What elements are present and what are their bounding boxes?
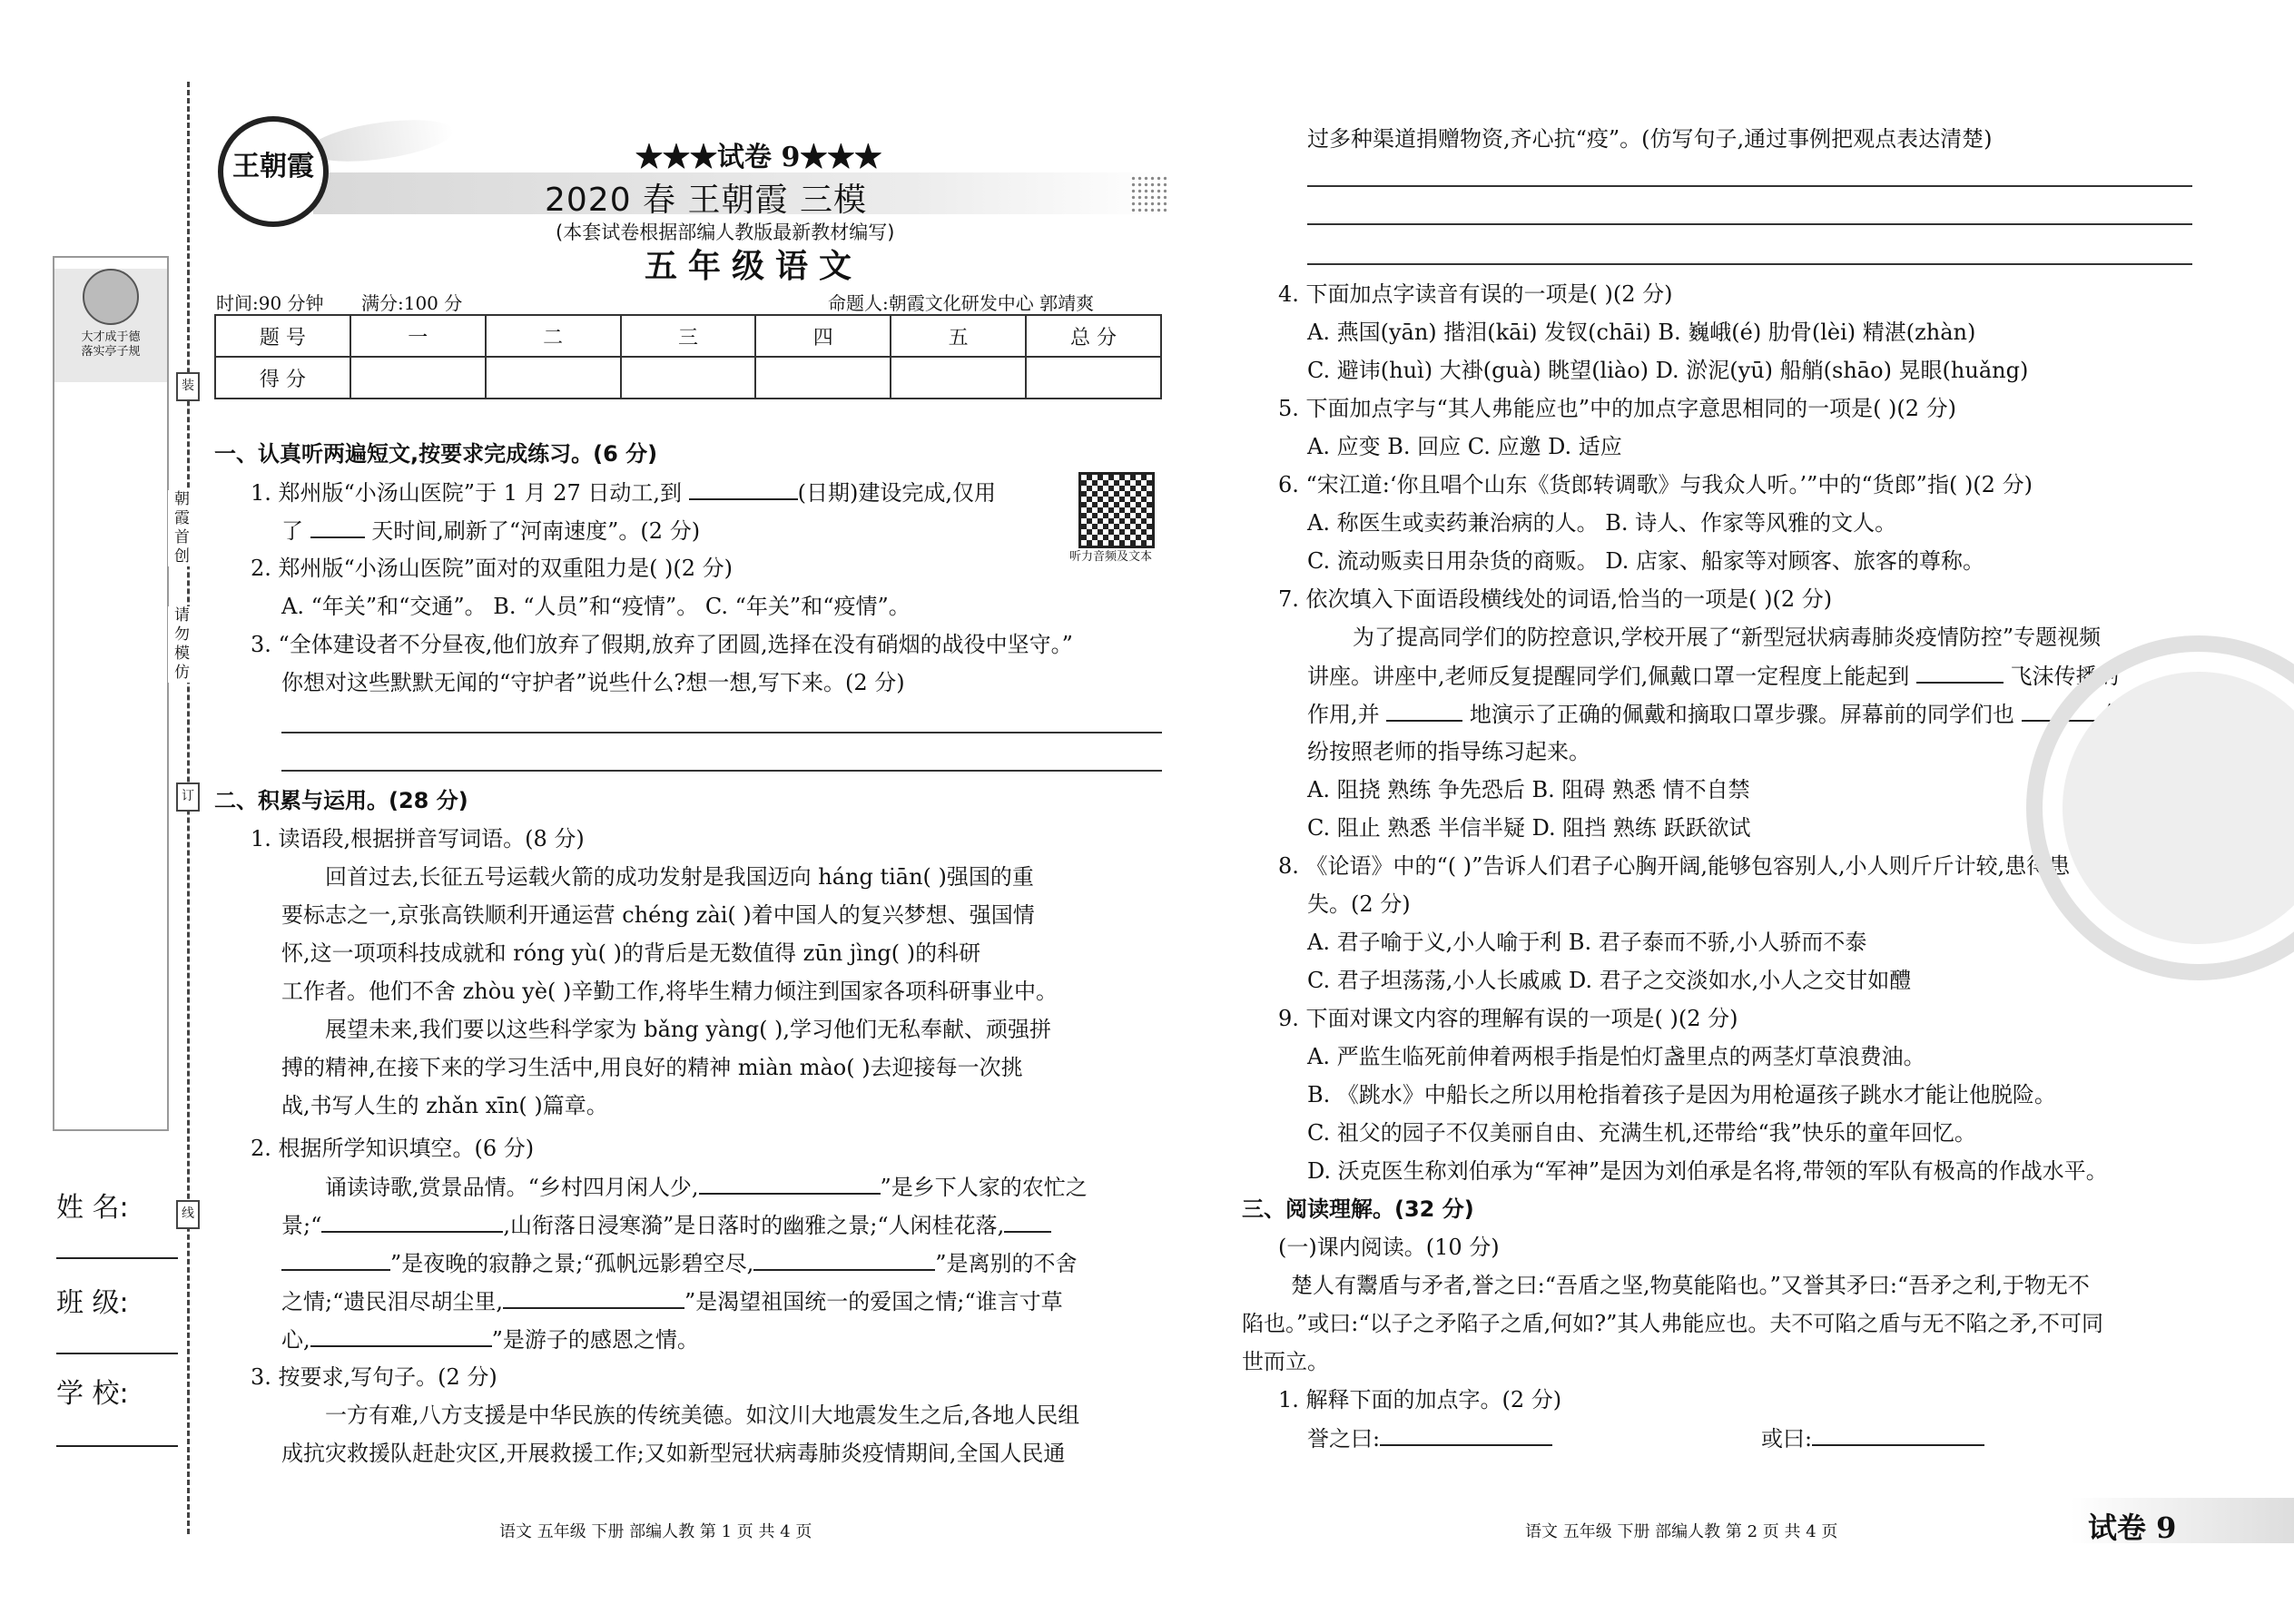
motto-strip bbox=[53, 256, 169, 1131]
exam-badge: 试卷 9 bbox=[2088, 1511, 2177, 1545]
score-cell: 一 bbox=[350, 315, 486, 357]
passage-line: 怀,这一项项科技成就和 róng yù( )的背后是无数值得 zūn jìng( )的科研 bbox=[281, 940, 981, 966]
name-label: 姓 名: bbox=[56, 1192, 129, 1224]
passage-line: 诵读诗歌,赏景品情。“乡村四月闲人少, ”是乡下人家的农忙之 bbox=[325, 1175, 1088, 1200]
exam-time: 时间:90 分钟 bbox=[216, 292, 324, 314]
answer-blank[interactable] bbox=[753, 1249, 935, 1271]
side-text-no-copy: 请勿模仿 bbox=[168, 606, 192, 683]
passage-line: 景;“ ,山衔落日浸寒漪”是日落时的幽雅之景;“人闲桂花落, bbox=[281, 1211, 1051, 1239]
passage-line: 纷按照老师的指导练习起来。 bbox=[1307, 739, 1590, 764]
binding-mark-3: 线 bbox=[176, 1200, 200, 1229]
passage-line: 战,书写人生的 zhǎn xīn( )篇章。 bbox=[281, 1093, 608, 1118]
class-line bbox=[56, 1353, 178, 1354]
classical-text-line: 陷也。”或曰:“以子之矛陷子之盾,何如?”其人弗能应也。夫不可陷之盾与无不陷之矛,不可同 bbox=[1242, 1311, 2104, 1336]
side-text-original: 朝霞首创 bbox=[168, 490, 192, 566]
passage-line: 成抗灾救援队赶赴灾区,开展救援工作;又如新型冠状病毒肺炎疫情期间,全国人民通 bbox=[281, 1441, 1066, 1466]
answer-blank[interactable] bbox=[689, 478, 798, 500]
answer-row: 或曰: bbox=[1761, 1424, 1984, 1452]
passage-line: 作用,并 地演示了正确的佩戴和摘取口罩步骤。屏幕前的同学们也 bbox=[1307, 700, 2126, 728]
subsection-heading: (一)课内阅读。(10 分) bbox=[1278, 1235, 1500, 1260]
passage-line: 过多种渠道捐赠物资,齐心抗“疫”。(仿写句子,通过事例把观点表达清楚) bbox=[1307, 126, 1993, 152]
brand-logo: 王朝霞 bbox=[218, 116, 329, 227]
answer-line[interactable] bbox=[1307, 223, 2192, 225]
school-line bbox=[56, 1445, 178, 1447]
question-line: 1. 读语段,根据拼音写词语。(8 分) bbox=[251, 826, 585, 851]
score-cell: 得 分 bbox=[215, 357, 350, 399]
question-options: C. 阻止 熟悉 半信半疑 D. 阻挡 熟练 跃跃欲试 bbox=[1307, 815, 1751, 841]
passage-line: 工作者。他们不舍 zhòu yè( )辛勤工作,将毕生精力倾注到国家各项科研事业中。 bbox=[281, 979, 1058, 1004]
question-options: C. 君子坦荡荡,小人长戚戚 D. 君子之交淡如水,小人之交甘如醴 bbox=[1307, 968, 1912, 993]
question-line: 了 天时间,刷新了“河南速度”。(2 分) bbox=[281, 518, 701, 544]
question-options: B. 《跳水》中船长之所以用枪指着孩子是因为用枪逼孩子跳水才能让他脱险。 bbox=[1307, 1082, 2056, 1107]
score-input-cell[interactable] bbox=[755, 357, 891, 399]
exam-grade: 五年级语文 bbox=[645, 248, 863, 285]
score-input-cell[interactable] bbox=[621, 357, 756, 399]
answer-blank[interactable] bbox=[310, 1325, 492, 1347]
answer-blank[interactable] bbox=[1812, 1424, 1984, 1446]
qr-caption: 听力音频及文本 bbox=[1069, 550, 1153, 564]
score-table bbox=[214, 314, 1162, 399]
question-options: A. “年关”和“交通”。 B. “人员”和“疫情”。 C. “年关”和“疫情”。 bbox=[281, 594, 911, 619]
passage-line: 为了提高同学们的防控意识,学校开展了“新型冠状病毒肺炎疫情防控”专题视频 bbox=[1353, 625, 2102, 650]
score-cell: 总 分 bbox=[1026, 315, 1161, 357]
ribbon-decoration bbox=[307, 113, 456, 169]
classical-text-line: 楚人有鬻盾与矛者,誉之曰:“吾盾之坚,物莫能陷也。”又誉其矛曰:“吾矛之利,于物无不 bbox=[1291, 1273, 2090, 1298]
answer-row: 誉之曰: bbox=[1307, 1424, 1552, 1452]
question-line: 6. “宋江道:‘你且唱个山东《货郎转调歌》与我众人听。’”中的“货郎”指( )(2 分) bbox=[1278, 472, 2033, 497]
question-line: 3. 按要求,写句子。(2 分) bbox=[251, 1364, 497, 1390]
question-options: A. 严监生临死前伸着两根手指是怕灯盏里点的两茎灯草浪费油。 bbox=[1307, 1044, 1925, 1069]
binding-mark-1: 装 bbox=[176, 372, 200, 401]
answer-blank[interactable] bbox=[281, 1249, 390, 1271]
question-options: D. 沃克医生称刘伯承为“军神”是因为刘伯承是名将,带领的军队有极高的作战水平。 bbox=[1307, 1158, 2108, 1184]
question-line: 9. 下面对课文内容的理解有误的一项是( )(2 分) bbox=[1278, 1006, 1738, 1031]
dot-pattern bbox=[1130, 175, 1167, 213]
answer-blank[interactable] bbox=[1916, 662, 2004, 684]
passage-line: 一方有难,八方支援是中华民族的传统美德。如汶川大地震发生之后,各地人民组 bbox=[325, 1403, 1080, 1428]
score-cell: 四 bbox=[755, 315, 891, 357]
answer-blank[interactable] bbox=[321, 1211, 503, 1233]
question-line: 8. 《论语》中的“( )”告诉人们君子心胸开阔,能够包容别人,小人则斤斤计较,患得患 bbox=[1278, 853, 2071, 879]
passage-line: ”是夜晚的寂静之景;“孤帆远影碧空尽, ”是离别的不舍 bbox=[281, 1249, 1078, 1277]
exam-subnote: (本套试卷根据部编人教版最新教材编写) bbox=[556, 221, 895, 243]
page-footer-left: 语文 五年级 下册 部编人教 第 1 页 共 4 页 bbox=[499, 1522, 812, 1541]
exam-full-score: 满分:100 分 bbox=[361, 292, 463, 314]
score-input-cell[interactable] bbox=[486, 357, 621, 399]
score-input-cell[interactable] bbox=[891, 357, 1026, 399]
question-line: 7. 依次填入下面语段横线处的词语,恰当的一项是( )(2 分) bbox=[1278, 586, 1833, 612]
question-line: 2. 根据所学知识填空。(6 分) bbox=[251, 1136, 535, 1161]
motto-head-line-1: 大才成于德 bbox=[81, 330, 141, 344]
passage-line: 之情;“遗民泪尽胡尘里, ”是渴望祖国统一的爱国之情;“谁言寸草 bbox=[281, 1289, 1063, 1314]
class-label: 班 级: bbox=[56, 1287, 129, 1319]
question-line: 4. 下面加点字读音有误的一项是( )(2 分) bbox=[1278, 281, 1673, 307]
page-footer-right: 语文 五年级 下册 部编人教 第 2 页 共 4 页 bbox=[1525, 1522, 1838, 1541]
question-line: 失。(2 分) bbox=[1307, 891, 1411, 917]
passage-line: 心, ”是游子的感恩之情。 bbox=[281, 1327, 699, 1353]
section-2-heading: 二、积累与运用。(28 分) bbox=[214, 788, 468, 813]
answer-blank[interactable] bbox=[699, 1173, 881, 1195]
question-line: 1. 郑州版“小汤山医院”于 1 月 27 日动工,到 (日期)建设完成,仅用 bbox=[251, 480, 997, 506]
question-line: 5. 下面加点字与“其人弗能应也”中的加点字意思相同的一项是( )(2 分) bbox=[1278, 396, 1957, 421]
passage-line: 展望未来,我们要以这些科学家为 bǎng yàng( ),学习他们无私奉献、顽强拼 bbox=[325, 1017, 1052, 1042]
motto-strip-head bbox=[54, 269, 167, 382]
name-line bbox=[56, 1257, 178, 1259]
passage-line: 要标志之一,京张高铁顺利开通运营 chéng zài( )着中国人的复兴梦想、强国情 bbox=[281, 902, 1035, 928]
score-input-cell[interactable] bbox=[1026, 357, 1161, 399]
question-options: A. 应变 B. 回应 C. 应邀 D. 适应 bbox=[1307, 434, 1622, 459]
exam-author: 命题人:朝霞文化研发中心 郭靖爽 bbox=[828, 292, 1095, 314]
passage-line: 讲座。讲座中,老师反复提醒同学们,佩戴口罩一定程度上能起到 飞沫传播的 bbox=[1307, 664, 2120, 689]
question-line: 你想对这些默默无闻的“守护者”说些什么?想一想,写下来。(2 分) bbox=[281, 670, 905, 695]
score-table-row bbox=[215, 315, 1161, 357]
question-options: C. 祖父的园子不仅美丽自由、充满生机,还带给“我”快乐的童年回忆。 bbox=[1307, 1120, 1976, 1146]
answer-line[interactable] bbox=[1307, 263, 2192, 265]
answer-blank[interactable] bbox=[1380, 1424, 1552, 1446]
answer-blank[interactable] bbox=[310, 517, 365, 538]
question-line: 3. “全体建设者不分昼夜,他们放弃了假期,放弃了团圆,选择在没有硝烟的战役中坚守。” bbox=[251, 632, 1073, 657]
scholar-avatar-icon bbox=[83, 269, 139, 325]
score-cell: 三 bbox=[621, 315, 756, 357]
answer-line[interactable] bbox=[1307, 185, 2192, 187]
question-line: 1. 解释下面的加点字。(2 分) bbox=[1278, 1387, 1562, 1412]
score-table-row bbox=[215, 357, 1161, 399]
score-input-cell[interactable] bbox=[350, 357, 486, 399]
score-cell: 二 bbox=[486, 315, 621, 357]
question-options: A. 燕国(yān) 揩泪(kāi) 发钗(chāi) B. 巍峨(é) 肋骨(lèi) 精湛(zhàn) bbox=[1307, 320, 1976, 345]
answer-blank[interactable] bbox=[503, 1287, 684, 1309]
question-options: C. 避讳(huì) 大褂(guà) 眺望(liào) D. 淤泥(yū) 船艄(shāo) 晃眼(huǎng) bbox=[1307, 358, 2029, 383]
section-3-heading: 三、阅读理解。(32 分) bbox=[1242, 1196, 1474, 1222]
motto-head-line-2: 落实亭子规 bbox=[81, 345, 141, 359]
classical-text-line: 世而立。 bbox=[1242, 1349, 1329, 1374]
score-cell: 五 bbox=[891, 315, 1026, 357]
passage-line: 回首过去,长征五号运载火箭的成功发射是我国迈向 háng tiān( )强国的重 bbox=[325, 864, 1034, 890]
exam-tag: ★★★试卷 9★★★ bbox=[635, 142, 882, 173]
answer-blank[interactable] bbox=[1004, 1211, 1051, 1233]
answer-line[interactable] bbox=[281, 732, 1162, 733]
exam-title: 2020 春 王朝霞 三模 bbox=[545, 182, 867, 219]
binding-mark-2: 订 bbox=[176, 782, 200, 812]
question-options: A. 阻挠 熟练 争先恐后 B. 阻碍 熟悉 情不自禁 bbox=[1307, 777, 1750, 802]
section-1-heading: 一、认真听两遍短文,按要求完成练习。(6 分) bbox=[214, 441, 658, 467]
passage-line: 搏的精神,在接下来的学习生活中,用良好的精神 miàn mào( )去迎接每一次挑 bbox=[281, 1055, 1023, 1080]
answer-line[interactable] bbox=[281, 770, 1162, 772]
question-options: C. 流动贩卖日用杂货的商贩。 D. 店家、船家等对顾客、旅客的尊称。 bbox=[1307, 548, 1985, 574]
question-options: A. 称医生或卖药兼治病的人。 B. 诗人、作家等风雅的文人。 bbox=[1307, 510, 1897, 536]
question-options: A. 君子喻于义,小人喻于利 B. 君子泰而不骄,小人骄而不泰 bbox=[1307, 930, 1867, 955]
answer-blank[interactable] bbox=[1386, 700, 1462, 722]
qr-code-icon[interactable] bbox=[1078, 472, 1155, 548]
question-line: 2. 郑州版“小汤山医院”面对的双重阻力是( )(2 分) bbox=[251, 556, 733, 581]
school-label: 学 校: bbox=[56, 1378, 129, 1410]
score-cell: 题 号 bbox=[215, 315, 350, 357]
